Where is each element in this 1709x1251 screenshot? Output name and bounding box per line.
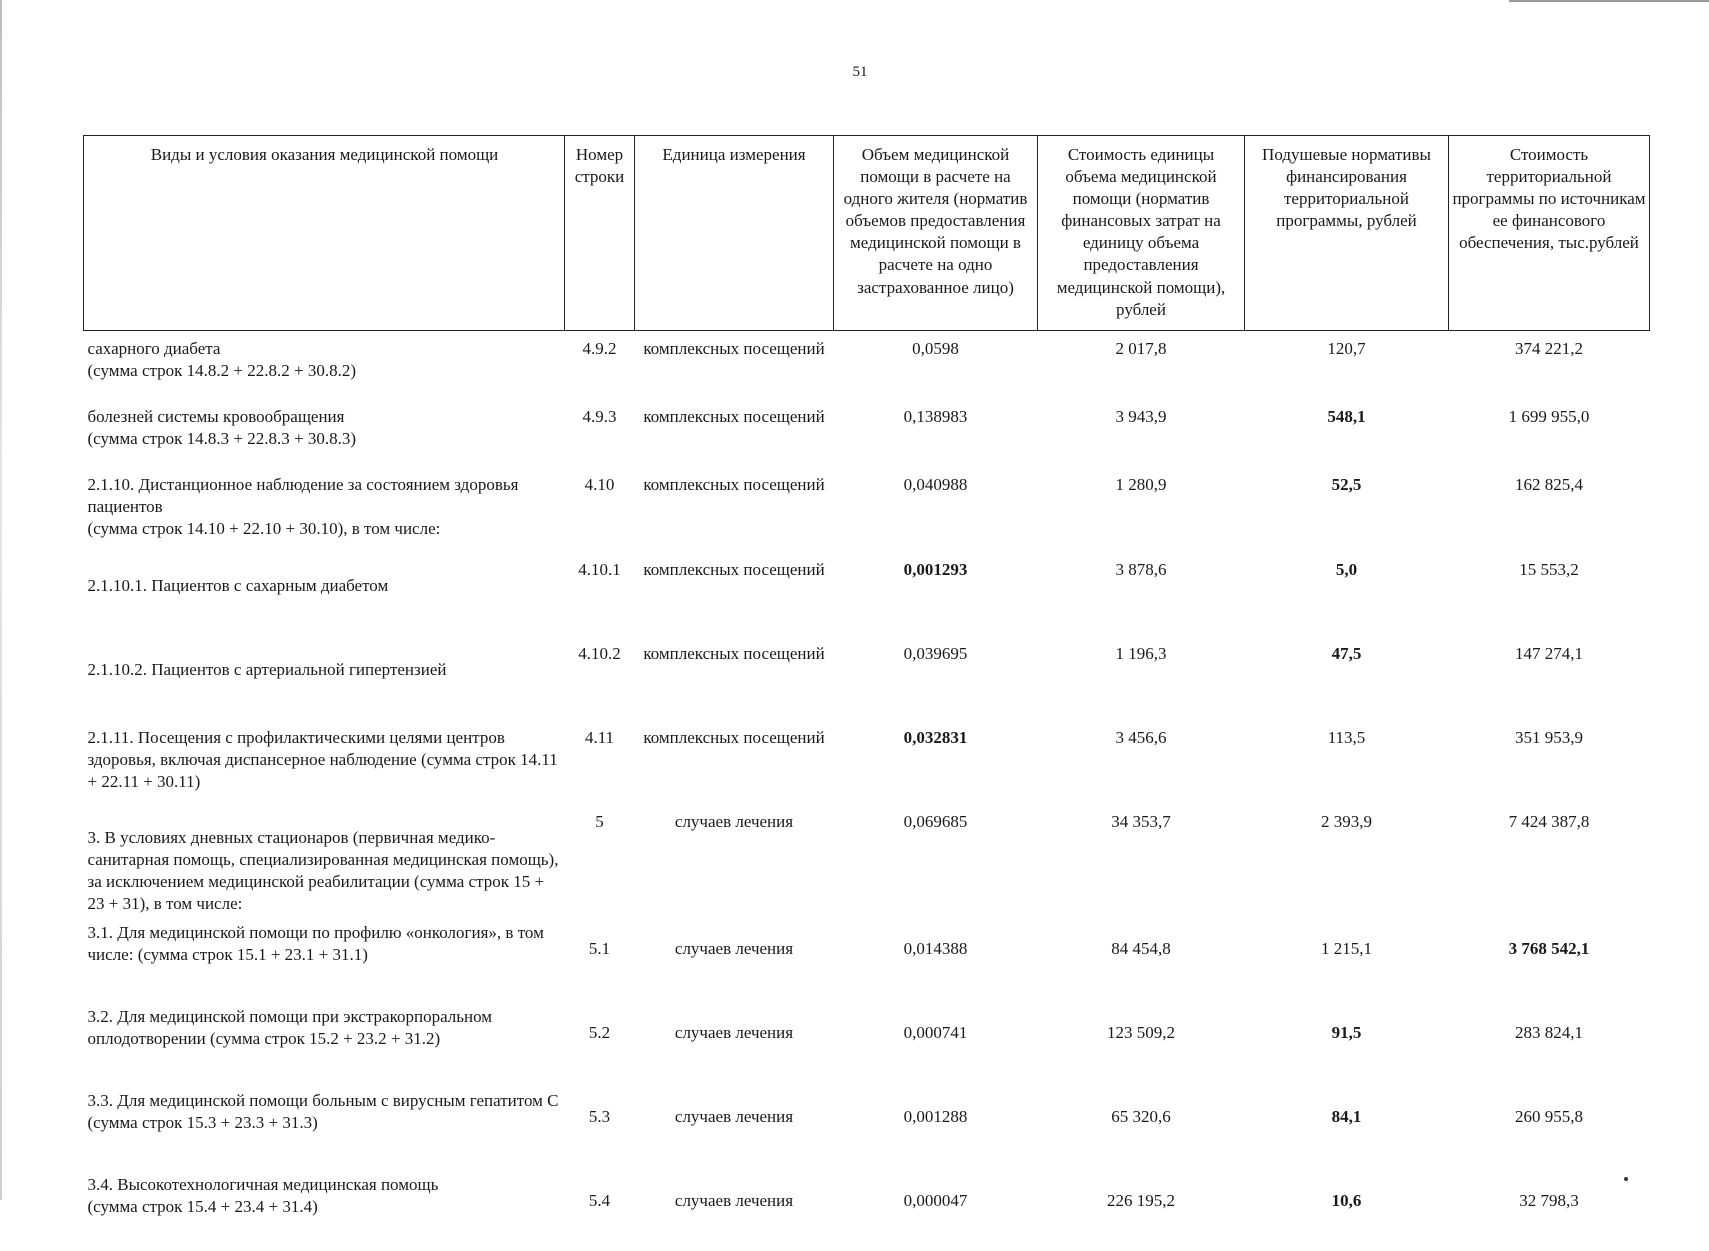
- row-volume: 0,138983: [903, 407, 968, 426]
- row-volume: 0,000047: [903, 1191, 968, 1211]
- row-total: 260 955,8: [1515, 1107, 1583, 1127]
- header-row-number: Номер строки: [565, 136, 635, 331]
- row-name: 3.1. Для медицинской помощи по профилю «онкология», в том числе: (сумма строк 15.1 + 23.1 + 31.1): [87, 923, 544, 965]
- row-name: болезней системы кровообращения (сумма строк 14.8.3 + 22.8.3 + 30.8.3): [87, 407, 356, 449]
- row-per-capita: 548,1: [1327, 407, 1366, 426]
- row-total: 15 553,2: [1519, 560, 1579, 579]
- row-unit-cost: 65 320,6: [1111, 1107, 1171, 1127]
- table-header-row: [84, 136, 1650, 331]
- row-per-capita: 113,5: [1327, 728, 1366, 747]
- row-unit-cost: 1 280,9: [1115, 475, 1167, 494]
- table-row: [84, 399, 1650, 467]
- row-per-capita: 10,6: [1331, 1191, 1362, 1211]
- row-per-capita: 91,5: [1331, 1023, 1362, 1043]
- table-row: [84, 999, 1650, 1083]
- row-volume: 0,040988: [903, 475, 968, 494]
- row-total: 374 221,2: [1515, 339, 1583, 358]
- row-unit: комплексных посещений: [643, 560, 825, 579]
- row-unit: случаев лечения: [674, 1191, 794, 1211]
- row-unit: комплексных посещений: [643, 475, 825, 494]
- row-unit-cost: 3 878,6: [1115, 560, 1167, 579]
- table-row: [84, 1083, 1650, 1167]
- row-unit-cost: 2 017,8: [1115, 339, 1167, 358]
- scan-edge: [1509, 0, 1709, 2]
- row-total: 283 824,1: [1515, 1023, 1583, 1043]
- row-name: 3.2. Для медицинской помощи при экстракорпоральном оплодотворении (сумма строк 15.2 + 23.2 + 31.2): [87, 1007, 493, 1049]
- header-unit-cost: Стоимость единицы объема медицинской помощи (норматив финансовых затрат на единицу объема предоставления медицинской помощи), рублей: [1038, 136, 1245, 331]
- header-volume: Объем медицинской помощи в расчете на одного жителя (норматив объемов предоставления медицинской помощи в расчете на одно застрахованное лицо): [834, 136, 1038, 331]
- row-volume: 0,032831: [903, 728, 968, 747]
- row-name: 2.1.10. Дистанционное наблюдение за состоянием здоровья пациентов (сумма строк 14.10 + 22.10 + 30.10), в том числе:: [87, 475, 519, 539]
- row-total: 32 798,3: [1519, 1191, 1579, 1211]
- row-name: 3. В условиях дневных стационаров (первичная медико-санитарная помощь, специализированная медицинская помощь), за исключением медицинской реабилитации (сумма строк 15 + 23 + 31), в том числе:: [87, 828, 559, 914]
- header-per-capita: Подушевые нормативы финансирования территориальной программы, рублей: [1245, 136, 1449, 331]
- row-volume: 0,000741: [903, 1023, 968, 1043]
- table-row: [84, 636, 1650, 720]
- row-total: 3 768 542,1: [1508, 939, 1590, 959]
- row-per-capita: 120,7: [1327, 339, 1366, 358]
- row-name: 2.1.11. Посещения с профилактическими целями центров здоровья, включая диспансерное наблюдение (сумма строк 14.11 + 22.11 + 30.11): [87, 728, 558, 792]
- row-code: 4.9.2: [582, 339, 617, 358]
- row-total: 1 699 955,0: [1508, 407, 1590, 426]
- table-row: [84, 552, 1650, 636]
- row-unit: комплексных посещений: [643, 728, 825, 747]
- row-volume: 0,069685: [903, 812, 968, 831]
- medical-care-table: [83, 135, 1650, 1251]
- row-code: 5.3: [588, 1107, 611, 1127]
- row-name: 3.3. Для медицинской помощи больным с вирусным гепатитом С (сумма строк 15.3 + 23.3 + 31.3): [87, 1091, 559, 1133]
- table-row: [84, 467, 1650, 552]
- header-care-type: Виды и условия оказания медицинской помощи: [84, 136, 565, 331]
- row-code: 4.10: [584, 475, 615, 494]
- row-per-capita: 84,1: [1331, 1107, 1362, 1127]
- row-total: 147 274,1: [1515, 644, 1583, 663]
- table-row: [84, 1167, 1650, 1251]
- row-code: 4.11: [584, 728, 615, 747]
- row-total: 162 825,4: [1515, 475, 1583, 494]
- page-number: 51: [852, 64, 868, 80]
- row-unit-cost: 3 456,6: [1115, 728, 1167, 747]
- row-volume: 0,039695: [903, 644, 968, 663]
- row-unit-cost: 34 353,7: [1111, 812, 1171, 831]
- row-volume: 0,0598: [912, 339, 959, 358]
- row-total: 7 424 387,8: [1508, 812, 1590, 831]
- row-unit: комплексных посещений: [643, 407, 825, 426]
- row-code: 4.10.2: [578, 644, 621, 663]
- header-total-cost: Стоимость территориальной программы по источникам ее финансового обеспечения, тыс.рублей: [1449, 136, 1650, 331]
- row-unit: случаев лечения: [674, 1023, 794, 1043]
- table-row: [84, 720, 1650, 804]
- row-unit-cost: 84 454,8: [1111, 939, 1171, 959]
- row-code: 4.9.3: [582, 407, 617, 426]
- row-per-capita: 2 393,9: [1321, 812, 1372, 831]
- row-name: 3.4. Высокотехнологичная медицинская помощь (сумма строк 15.4 + 23.4 + 31.4): [87, 1175, 439, 1217]
- row-per-capita: 52,5: [1331, 475, 1362, 494]
- row-unit-cost: 3 943,9: [1115, 407, 1167, 426]
- row-name: сахарного диабета (сумма строк 14.8.2 + 22.8.2 + 30.8.2): [87, 339, 356, 381]
- table-row: [84, 915, 1650, 999]
- row-unit: случаев лечения: [674, 1107, 794, 1127]
- row-code: 5.2: [588, 1023, 611, 1043]
- row-unit-cost: 1 196,3: [1115, 644, 1167, 663]
- row-code: 5.4: [588, 1191, 611, 1211]
- row-per-capita: 5,0: [1335, 560, 1358, 579]
- row-unit: комплексных посещений: [643, 644, 825, 663]
- scan-edge: [0, 0, 2, 1200]
- row-name: 2.1.10.2. Пациентов с артериальной гипертензией: [87, 660, 447, 679]
- row-code: 5.1: [588, 939, 611, 959]
- row-unit: случаев лечения: [674, 812, 794, 831]
- row-volume: 0,001293: [903, 560, 968, 579]
- row-total: 351 953,9: [1515, 728, 1583, 747]
- table-row: [84, 331, 1650, 400]
- row-code: 4.10.1: [578, 560, 621, 579]
- row-name: 2.1.10.1. Пациентов с сахарным диабетом: [87, 576, 389, 595]
- row-volume: 0,014388: [903, 939, 968, 959]
- row-per-capita: 1 215,1: [1321, 939, 1372, 959]
- header-unit: Единица измерения: [635, 136, 834, 331]
- row-unit: случаев лечения: [674, 939, 794, 959]
- row-code: 5: [595, 812, 604, 831]
- row-per-capita: 47,5: [1331, 644, 1362, 663]
- row-unit: комплексных посещений: [643, 339, 825, 358]
- row-unit-cost: 226 195,2: [1107, 1191, 1175, 1211]
- table-row: [84, 804, 1650, 915]
- row-unit-cost: 123 509,2: [1107, 1023, 1175, 1043]
- row-volume: 0,001288: [903, 1107, 968, 1127]
